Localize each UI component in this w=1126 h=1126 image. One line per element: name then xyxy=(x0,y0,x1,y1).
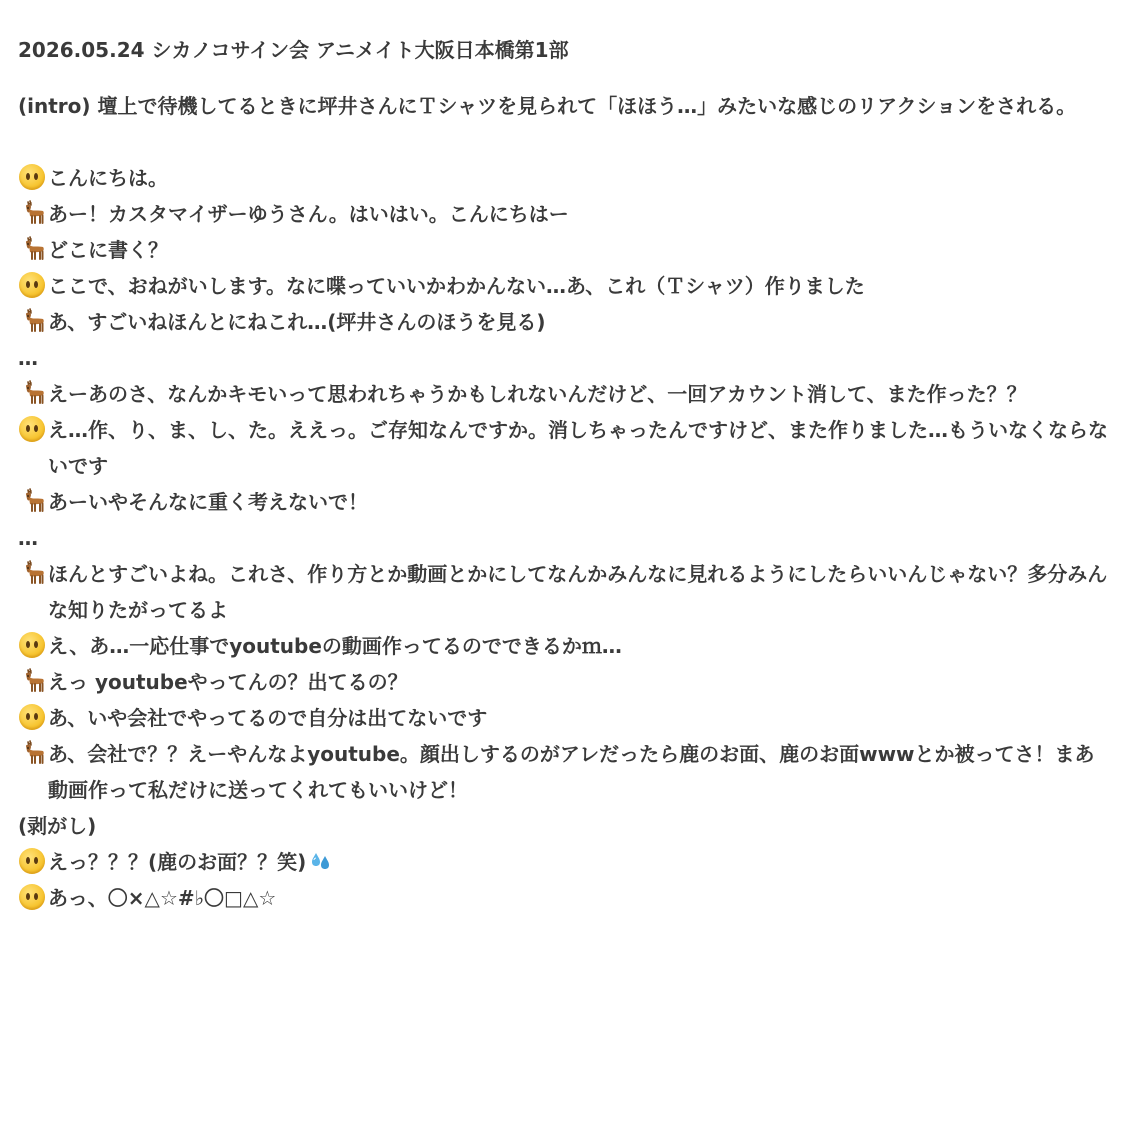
dialogue-text: え、あ…一応仕事でyoutubeの動画作ってるのでできるかｍ… xyxy=(48,634,622,658)
face-icon xyxy=(18,700,48,736)
dialogue-line xyxy=(18,844,1110,880)
document-title: 2026.05.24 シカノコサイン会 アニメイト大阪日本橋第1部 xyxy=(18,38,569,62)
sweat-drops-icon xyxy=(310,847,332,869)
dialogue-line xyxy=(18,736,1110,808)
dialogue-text: あーいやそんなに重く考えないで！ xyxy=(48,490,368,514)
dialogue-text: え…作、り、ま、し、た。ええっ。ご存知なんですか。消しちゃったんですけど、また作りました…もういなくならないです xyxy=(48,418,1108,478)
dialogue-list xyxy=(18,160,1110,916)
dialogue-line xyxy=(18,664,1110,700)
dialogue-text: あ、会社で？？えーやんなよyoutube。顔出しするのがアレだったら鹿のお面、鹿のお面wwwとか被ってさ！まあ動画作って私だけに送ってくれてもいいけど！ xyxy=(48,742,1095,802)
dialogue-line xyxy=(18,268,1110,304)
dialogue-line xyxy=(18,520,1110,556)
face-icon xyxy=(18,844,48,880)
dialogue-text: あっ、〇×△☆#♭〇□△☆ xyxy=(48,886,277,910)
deer-icon xyxy=(18,232,48,268)
dialogue-line xyxy=(18,880,1110,916)
dialogue-text: あー！カスタマイザーゆうさん。はいはい。こんにちはー xyxy=(48,202,569,226)
dialogue-line xyxy=(18,808,1110,844)
dialogue-line xyxy=(18,484,1110,520)
face-icon xyxy=(18,880,48,916)
dialogue-text: えっ？？？(鹿のお面？？笑) xyxy=(48,844,1110,880)
dialogue-line xyxy=(18,628,1110,664)
deer-icon xyxy=(18,556,48,592)
dialogue-text: (剥がし) xyxy=(18,814,97,838)
dialogue-line xyxy=(18,232,1110,268)
deer-icon xyxy=(18,484,48,520)
dialogue-text: あ、いや会社でやってるので自分は出てないです xyxy=(48,706,488,730)
dialogue-text: … xyxy=(18,526,38,550)
dialogue-line xyxy=(18,160,1110,196)
face-icon xyxy=(18,268,48,304)
face-icon xyxy=(18,412,48,448)
dialogue-line xyxy=(18,700,1110,736)
deer-icon xyxy=(18,376,48,412)
dialogue-text: … xyxy=(18,346,38,370)
dialogue-text: ほんとすごいよね。これさ、作り方とか動画とかにしてなんかみんなに見れるようにしたらいいんじゃない？多分みんな知りたがってるよ xyxy=(48,562,1108,622)
deer-icon xyxy=(18,304,48,340)
dialogue-line xyxy=(18,412,1110,484)
dialogue-text: ここで、おねがいします。なに喋っていいかわかんない…あ、これ（Ｔシャツ）作りました xyxy=(48,274,865,298)
deer-icon xyxy=(18,196,48,232)
deer-icon xyxy=(18,736,48,772)
deer-icon xyxy=(18,664,48,700)
face-icon xyxy=(18,160,48,196)
face-icon xyxy=(18,628,48,664)
dialogue-text: あ、すごいねほんとにねこれ…(坪井さんのほうを見る) xyxy=(48,310,546,334)
dialogue-text: こんにちは。 xyxy=(48,166,168,190)
dialogue-line xyxy=(18,196,1110,232)
document xyxy=(18,32,1110,916)
dialogue-text: えっ youtubeやってんの？出てるの？ xyxy=(48,670,408,694)
dialogue-text: どこに書く？ xyxy=(48,238,168,262)
dialogue-text: えーあのさ、なんかキモいって思われちゃうかもしれないんだけど、一回アカウント消して、また作った？？ xyxy=(48,382,1027,406)
dialogue-line xyxy=(18,340,1110,376)
dialogue-line xyxy=(18,304,1110,340)
dialogue-line xyxy=(18,376,1110,412)
intro-paragraph: (intro) 壇上で待機してるときに坪井さんにＴシャツを見られて「ほほう…」みたいな感じのリアクションをされる。 xyxy=(18,94,1077,118)
dialogue-line xyxy=(18,556,1110,628)
